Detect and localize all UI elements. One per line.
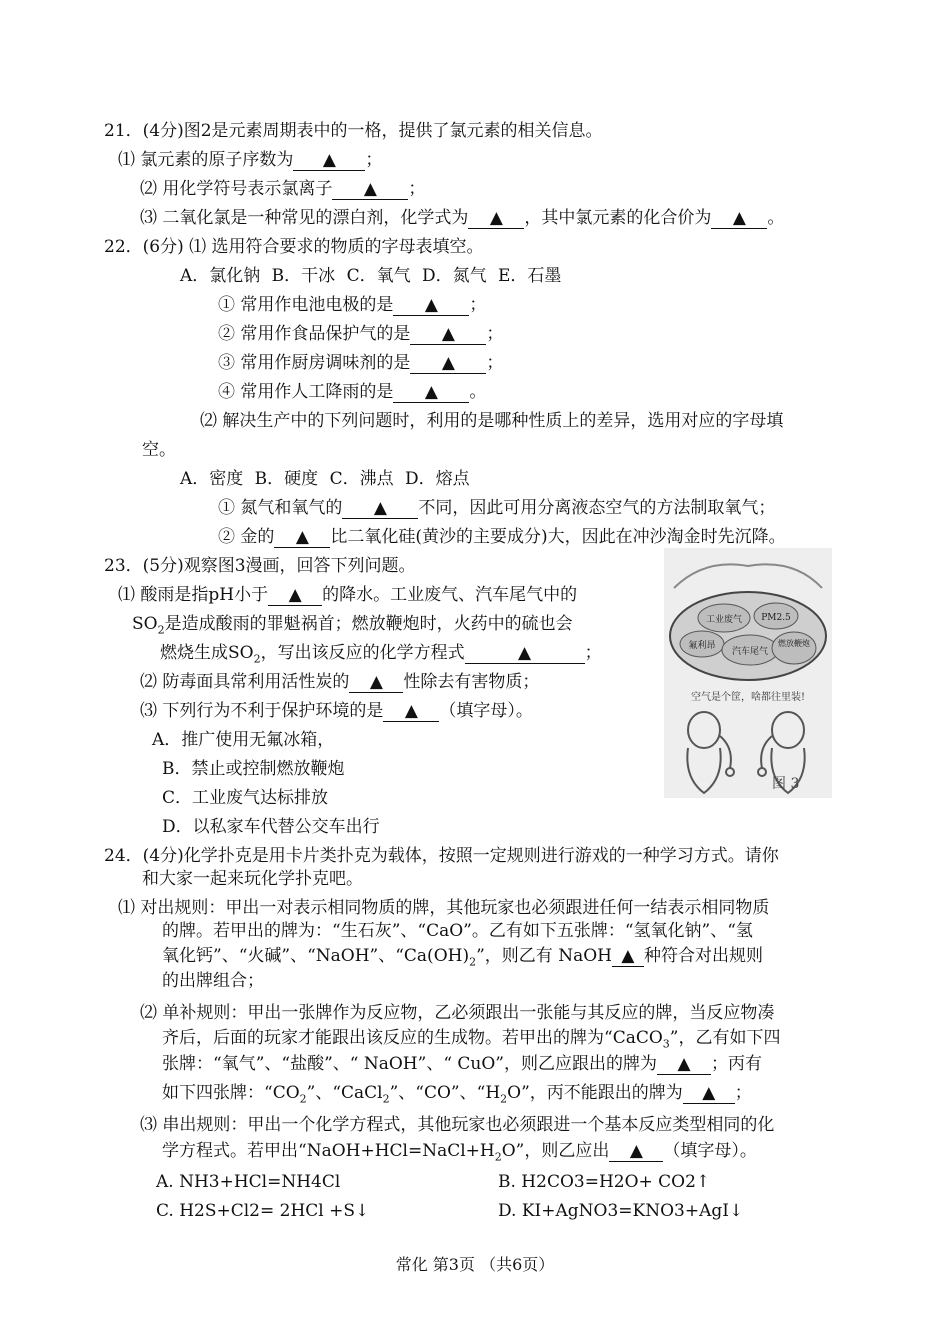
answer-blank[interactable]: ▲ <box>711 208 767 229</box>
q22-part2-cont: 空。 <box>142 440 176 460</box>
cloud-label: PM2.5 <box>761 613 791 623</box>
figure-3-cartoon <box>664 548 832 798</box>
q24-part3-l2: 学方程式。若甲出“$NaOH+HCl=NaCl+H_2O$”，则乙应出 ▲ （填字母）。 <box>162 1141 757 1164</box>
q22-item6: ② 金的 ▲ 比二氧化硅(黄沙的主要成分)大，因此在冲沙淘金时先沉降。 <box>218 527 786 547</box>
q24-option-a: A. NH3+HCl=NH4Cl <box>156 1172 341 1192</box>
cartoon-caption: 空气是个筐，啥都往里装! <box>690 692 806 703</box>
q24-part2-l4: 如下四张牌：“$CO_2$”、“CaCl$_2$”、“CO”、“$H_2O$”，丙不能跟出的牌为 ▲ ； <box>162 1083 752 1106</box>
q24-part1-l3: 氧化钙”、“火碱”、“NaOH”、“$Ca(OH)_2$”，则乙有 NaOH ▲ 种符合对出规则 <box>162 946 763 969</box>
answer-blank[interactable]: ▲ <box>393 295 469 316</box>
q22-item5: ① 氮气和氧气的 ▲ 不同，因此可用分离液态空气的方法制取氧气； <box>218 498 776 518</box>
q22-item4: ④ 常用作人工降雨的是 ▲ 。 <box>218 382 487 402</box>
q23-part1: ⑴ 酸雨是指pH小于 ▲ 的降水。工业废气、汽车尾气中的 <box>118 585 578 605</box>
answer-blank[interactable]: ▲ <box>274 527 330 548</box>
q24-title: 24．(4分)化学扑克是用卡片类扑克为载体，按照一定规则进行游戏的一种学习方式。请你 <box>104 846 779 866</box>
q24-part1: ⑴ 对出规则：甲出一对表示相同物质的牌，其他玩家也必须跟进任何一结表示相同物质 <box>118 898 770 918</box>
answer-blank[interactable]: ▲ <box>683 1083 735 1104</box>
q23-option-a: A．推广使用无氟冰箱， <box>152 730 335 750</box>
q23-part1-cont2: 燃烧生成$SO_2$，写出该反应的化学方程式 ▲ ； <box>160 643 602 666</box>
q24-part3: ⑶ 串出规则：甲出一个化学方程式，其他玩家也必须跟进一个基本反应类型相同的化 <box>140 1115 775 1135</box>
q21-part3: ⑶ 二氧化氯是一种常见的漂白剂，化学式为 ▲ ，其中氯元素的化合价为 ▲ 。 <box>140 208 785 228</box>
q24-part1-l4: 的出牌组合； <box>162 971 264 991</box>
answer-blank[interactable]: ▲ <box>609 1141 663 1162</box>
q24-option-c: C. H2S+Cl2= 2HCl +S↓ <box>156 1201 370 1221</box>
answer-blank[interactable]: ▲ <box>468 208 524 229</box>
q21-part1: ⑴ 氯元素的原子序数为 ▲ ； <box>118 150 383 170</box>
q24-part2: ⑵ 单补规则：甲出一张牌作为反应物，乙必须跟出一张能与其反应的牌，当反应物凑 <box>140 1003 775 1023</box>
q22-part2: ⑵ 解决生产中的下列问题时，利用的是哪种性质上的差异，选用对应的字母填 <box>200 411 784 431</box>
q24-option-b: B. H2CO3=H2O+ CO2↑ <box>498 1172 711 1192</box>
q23-part2: ⑵ 防毒面具常利用活性炭的 ▲ 性除去有害物质； <box>140 672 540 692</box>
answer-blank[interactable]: ▲ <box>349 672 403 693</box>
q24-option-d: D. KI+AgNO3=KNO3+AgI↓ <box>498 1201 744 1221</box>
q24-part1-l2: 的牌。若甲出的牌为：“生石灰”、“CaO”。乙有如下五张牌：“氢氧化钠”、“氢 <box>162 921 753 941</box>
figure-label: 图 3 <box>772 776 800 792</box>
answer-blank[interactable]: ▲ <box>465 643 585 664</box>
q23-option-d: D．以私家车代替公交车出行 <box>162 817 380 837</box>
answer-blank[interactable]: ▲ <box>612 946 644 967</box>
cloud-label: 氟利昂 <box>688 641 716 651</box>
answer-blank[interactable]: ▲ <box>342 498 418 519</box>
q22-item1: ① 常用作电池电极的是 ▲ ； <box>218 295 487 315</box>
answer-blank[interactable]: ▲ <box>657 1054 711 1075</box>
q21-part2: ⑵ 用化学符号表示氯离子 ▲ ； <box>140 179 426 199</box>
q23-part1-cont: $SO_2$是造成酸雨的罪魁祸首；燃放鞭炮时，火药中的硫也会 <box>132 614 573 637</box>
q21-title: 21．(4分)图2是元素周期表中的一格，提供了氯元素的相关信息。 <box>104 121 603 141</box>
answer-blank[interactable]: ▲ <box>332 179 408 200</box>
q22-options1: A．氯化钠 B．干冰 C．氧气 D．氮气 E．石墨 <box>180 266 562 286</box>
q22-item3: ③ 常用作厨房调味剂的是 ▲ ； <box>218 353 504 373</box>
q23-title: 23．(5分)观察图3漫画，回答下列问题。 <box>104 556 416 576</box>
answer-blank[interactable]: ▲ <box>393 382 469 403</box>
smog-cartoon-illustration <box>664 548 832 798</box>
answer-blank[interactable]: ▲ <box>293 150 365 171</box>
q24-part2-l3: 张牌：“氧气”、“盐酸”、“ NaOH”、“ CuO”，则乙应跟出的牌为 ▲ ；丙有 <box>162 1054 762 1074</box>
answer-blank[interactable]: ▲ <box>410 353 486 374</box>
q23-part3: ⑶ 下列行为不利于保护环境的是 ▲ （填字母）。 <box>140 701 533 721</box>
cloud-label: 汽车尾气 <box>731 647 769 657</box>
answer-blank[interactable]: ▲ <box>410 324 486 345</box>
q23-option-b: B．禁止或控制燃放鞭炮 <box>162 759 345 779</box>
answer-blank[interactable]: ▲ <box>268 585 322 606</box>
q22-title: 22．(6分) ⑴ 选用符合要求的物质的字母表填空。 <box>104 237 484 257</box>
q24-title-cont: 和大家一起来玩化学扑克吧。 <box>142 869 363 889</box>
answer-blank[interactable]: ▲ <box>383 701 439 722</box>
q24-part2-l2: 齐后，后面的玩家才能跟出该反应的生成物。若甲出的牌为“CaCO$_3$”，乙有如下四 <box>162 1028 781 1051</box>
q22-item2: ② 常用作食品保护气的是 ▲ ； <box>218 324 504 344</box>
q22-options2: A．密度 B．硬度 C．沸点 D．熔点 <box>180 469 470 489</box>
page-footer: 常化 第3页 （共6页） <box>395 1255 555 1274</box>
cloud-label: 燃放鞭炮 <box>778 639 810 648</box>
cloud-label: 工业废气 <box>705 615 743 625</box>
q23-option-c: C．工业废气达标排放 <box>162 788 329 808</box>
